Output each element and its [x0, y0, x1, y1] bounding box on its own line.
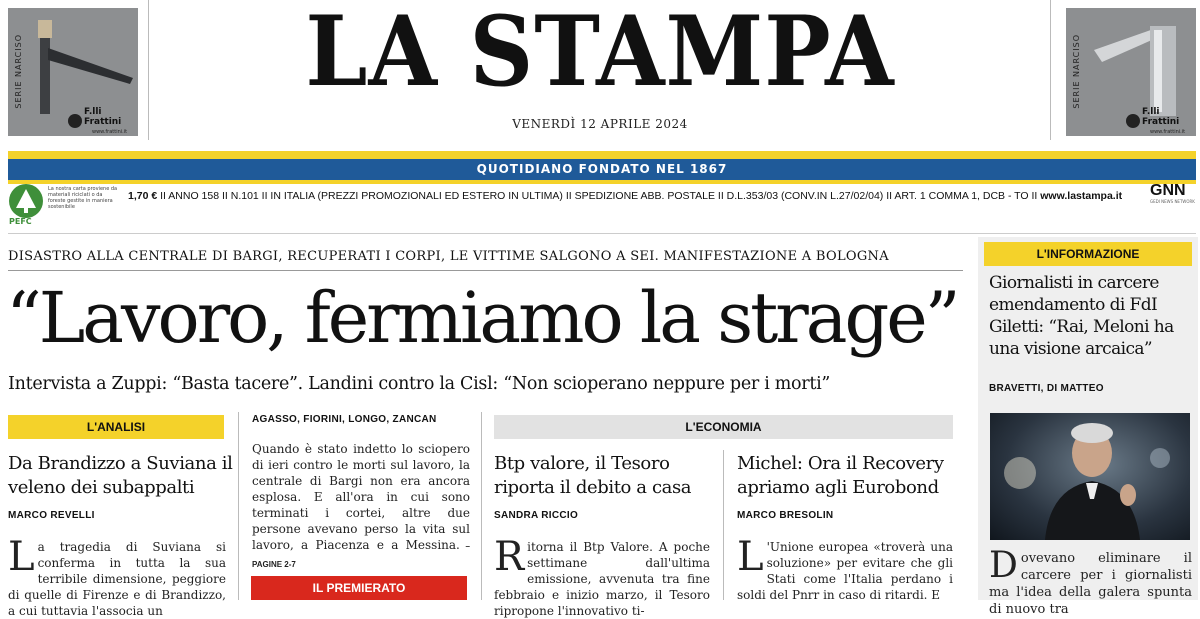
main-story-body: [252, 441, 470, 573]
pefc-tree-icon: [9, 184, 43, 218]
analisi-dropcap: L: [8, 534, 35, 580]
sidebar-body-text: ovevano eliminare il carcere per i giornalisti ma l'idea della galera spunta di nuovo tra: [989, 551, 1192, 617]
header-rule: [8, 233, 1196, 234]
ad-url: www.frattini.it: [92, 129, 128, 135]
column-divider: [481, 412, 482, 600]
main-story-body-text: Quando è stato indetto lo sciopero di ieri contro le morti sul lavoro, la centrale di Bargi non era ancora esplosa. E all'ora in cui sono terminati i cortei, altre due persone avevano perso la vita sul lavoro, a Piacenza e a Messina.: [252, 442, 470, 552]
main-headline[interactable]: “Lavoro, fermiamo la strage”: [6, 277, 958, 359]
michel-dropcap: L: [737, 534, 764, 580]
column-divider: [723, 450, 724, 600]
btp-article-body: [494, 534, 710, 618]
publication-details: II ANNO 158 II N.101 II IN ITALIA (PREZZI PROMOZIONALI ED ESTERO IN ULTIMA) II SPEDIZIONE ABB. POSTALE II D.L.353/03 (CONV.IN L.27/02/04) II ART. 1 COMMA 1, DCB - TO II: [157, 190, 1041, 202]
analisi-byline: MARCO REVELLI: [8, 510, 95, 521]
btp-article-title[interactable]: Btp valore, il Tesoro riporta il debito a casa: [494, 453, 692, 498]
economia-section-tag: L'ECONOMIA: [494, 415, 953, 439]
pefc-note: La nostra carta proviene da materiali riciclati o da foreste gestite in maniera sostenibile: [48, 186, 118, 210]
analisi-body-text: a tragedia di Suviana si conferma in tutta la sua terribile dimensione, peggiore di quelle di Firenze e di Brandizzo, a cui tuttavia l'associa un: [8, 540, 226, 618]
kicker-rule: [8, 270, 963, 271]
portrait-illustration: [990, 413, 1190, 540]
founded-banner: [8, 159, 1196, 180]
banner-stripe-bottom: [8, 180, 1196, 184]
sidebar-dropcap: D: [989, 545, 1018, 586]
btp-body-text: itorna il Btp Valore. A poche settimane dall'ultima emissione, avvenuta tra fine febbraio e inizio marzo, il Tesoro ripropone l'innovativo ti-: [494, 540, 710, 618]
btp-article-byline: SANDRA RICCIO: [494, 510, 579, 521]
banner-stripe-top: [8, 151, 1196, 159]
frattini-logo-icon: [68, 114, 82, 128]
michel-article-byline: MARCO BRESOLIN: [737, 510, 834, 521]
analisi-body: [8, 534, 226, 618]
sidebar-article-byline: BRAVETTI, DI MATTEO: [989, 383, 1104, 394]
ad-brand: F.lli Frattini: [84, 107, 122, 127]
frattini-logo-icon: [1126, 114, 1140, 128]
michel-body-text: 'Unione europea «troverà una soluzione» per evitare che gli Stati come l'Italia perdano i soldi del Pnrr in caso di ritardi. E: [737, 540, 953, 602]
issue-date: VENERDÌ 12 APRILE 2024: [512, 117, 688, 131]
sidebar-article-title[interactable]: Giornalisti in carcere emendamento di FdI Giletti: “Rai, Meloni ha una visione arcaica”: [989, 273, 1174, 359]
btp-dropcap: R: [494, 534, 525, 580]
premierato-section-tag: IL PREMIERATO: [251, 576, 467, 600]
pefc-label: PEFC: [9, 217, 32, 226]
ad-series-label: SERIE NARCISO: [1072, 34, 1081, 109]
gnn-subtitle: GEDI NEWS NETWORK: [1150, 199, 1195, 204]
sidebar-article-body: [989, 545, 1192, 618]
michel-article-title[interactable]: Michel: Ora il Recovery apriamo agli Eurobond: [737, 453, 944, 498]
masthead-title[interactable]: LA STAMPA: [305, 0, 895, 108]
ad-brand: F.lli Frattini: [1142, 107, 1180, 127]
main-subheadline: Intervista a Zuppi: “Basta tacere”. Landini contro la Cisl: “Non scioperano neppure per i morti”: [8, 374, 831, 394]
analisi-section-tag: L'ANALISI: [8, 415, 224, 439]
main-story-byline: AGASSO, FIORINI, LONGO, ZANCAN: [252, 414, 437, 425]
header-divider-left: [148, 0, 149, 140]
column-divider: [238, 412, 239, 600]
founded-banner-label: QUOTIDIANO FONDATO NEL 1867: [476, 162, 728, 176]
page-reference[interactable]: – PAGINE 2-7: [252, 542, 471, 569]
ad-url: www.frattini.it: [1150, 129, 1186, 135]
ad-series-label: SERIE NARCISO: [14, 34, 23, 109]
michel-article-body: [737, 534, 953, 602]
analisi-title[interactable]: Da Brandizzo a Suviana il veleno dei subappalti: [8, 453, 233, 498]
price-info-line: [128, 190, 1123, 202]
gnn-logo[interactable]: GNN: [1150, 182, 1186, 199]
informazione-section-tag: L'INFORMAZIONE: [984, 242, 1192, 266]
main-kicker: DISASTRO ALLA CENTRALE DI BARGI, RECUPERATI I CORPI, LE VITTIME SALGONO A SEI. MANIFESTAZIONE A BOLOGNA: [8, 249, 889, 264]
advertisement-right[interactable]: [1066, 8, 1196, 136]
price: 1,70 €: [128, 190, 158, 202]
giletti-photo[interactable]: [990, 413, 1190, 540]
header-divider-right: [1050, 0, 1051, 140]
website-link[interactable]: www.lastampa.it: [1040, 190, 1123, 202]
advertisement-left[interactable]: [8, 8, 138, 136]
